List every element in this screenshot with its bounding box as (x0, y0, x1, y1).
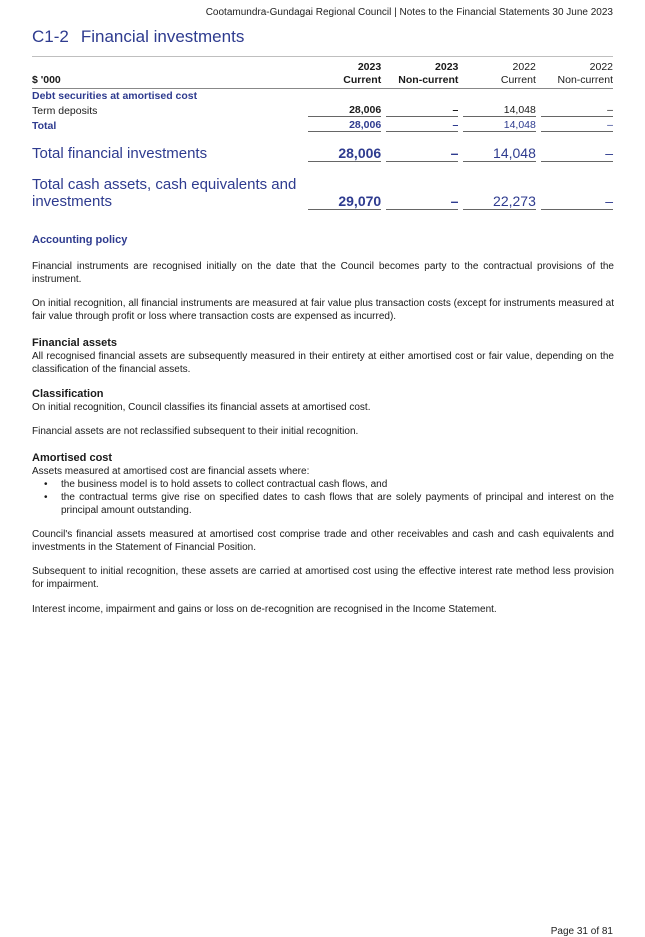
cell-value: 22,273 (463, 162, 536, 210)
table-header-years (32, 60, 613, 73)
total-cash-row (32, 162, 613, 210)
cell-value: 14,048 (463, 132, 536, 162)
classification-text: On initial recognition, Council classifies its financial assets at amortised cost. (32, 402, 371, 413)
col-header-year: 2022 (589, 61, 613, 73)
col-header-type: Current (308, 73, 381, 89)
cell-value: 28,006 (308, 132, 381, 162)
row-label: Term deposits (32, 104, 98, 117)
col-header-type: Current (463, 73, 536, 89)
financial-assets-heading: Financial assets (32, 337, 117, 349)
amortised-cost-block (32, 452, 614, 517)
policy-paragraph: Subsequent to initial recognition, these assets are carried at amortised cost using the effective interest rate method less provision for impairment. (32, 566, 614, 590)
cell-value: – (541, 162, 613, 210)
col-header-type: Non-current (386, 73, 458, 89)
amortised-cost-heading: Amortised cost (32, 452, 113, 464)
cell-value: 28,006 (308, 117, 381, 132)
title-divider (32, 56, 613, 57)
accounting-policy-heading: Accounting policy (32, 234, 128, 246)
financial-assets-text: All recognised financial assets are subsequently measured in their entirety at either amortised cost or fair value, depending on the classification of the financial assets. (32, 351, 614, 375)
row-label: Total financial investments (32, 144, 208, 162)
policy-paragraph: Financial instruments are recognised initially on the date that the Council becomes party to the contractual provisions of the instrument. (32, 261, 614, 285)
row-label-line: investments (32, 192, 113, 210)
cell-value: – (386, 132, 458, 162)
row-label: Total (32, 119, 57, 132)
page-number: Page 31 of 81 (550, 926, 613, 937)
policy-paragraph: On initial recognition, all financial instruments are measured at fair value plus transaction costs (except for instruments measured at fair value through profit or loss where transaction costs are expensed as incurred). (32, 298, 614, 322)
section-title-text: Financial investments (80, 27, 245, 46)
financial-investments-table (32, 60, 613, 210)
amortised-cost-list (32, 478, 614, 517)
cell-value: – (541, 117, 613, 132)
policy-paragraph: Interest income, impairment and gains or loss on de-recognition are recognised in the Income Statement. (32, 604, 497, 615)
unit-label: $ '000 (32, 73, 308, 89)
running-header: Cootamundra-Gundagai Regional Council | Notes to the Financial Statements 30 June 2023 (205, 7, 613, 18)
category-label: Debt securities at amortised cost (32, 90, 198, 102)
list-item: • the contractual terms give rise on specified dates to cash flows that are solely payments of principal and interest on the principal amount outstanding. (32, 491, 614, 517)
classification-heading: Classification (32, 388, 104, 400)
financial-assets-block (32, 337, 614, 376)
col-header-year: 2023 (435, 61, 459, 73)
category-row (32, 89, 613, 103)
cell-value: – (541, 132, 613, 162)
cell-value: 14,048 (463, 117, 536, 132)
col-header-year: 2022 (512, 61, 536, 73)
table-header-types (32, 73, 613, 89)
section-title (32, 27, 244, 47)
total-financial-investments-row (32, 132, 613, 162)
cell-value: – (386, 102, 458, 117)
cell-value: 28,006 (308, 102, 381, 117)
col-header-year: 2023 (357, 61, 382, 73)
cell-value: – (386, 162, 458, 210)
section-number: C1-2 (32, 27, 69, 46)
cell-value: – (386, 117, 458, 132)
cell-value: – (541, 102, 613, 117)
policy-paragraph: Council's financial assets measured at amortised cost comprise trade and other receivables and cash and cash equivalents and investments in the Statement of Financial Position. (32, 529, 614, 553)
cell-value: 29,070 (308, 162, 381, 210)
col-header-type: Non-current (541, 73, 613, 89)
classification-block (32, 388, 614, 414)
row-label (32, 162, 308, 210)
table-row-total (32, 117, 613, 132)
table-row (32, 102, 613, 117)
row-label-line: Total cash assets, cash equivalents and (32, 175, 297, 193)
amortised-cost-intro: Assets measured at amortised cost are financial assets where: (32, 466, 310, 477)
cell-value: 14,048 (463, 102, 536, 117)
list-item: • the business model is to hold assets to collect contractual cash flows, and (32, 478, 614, 491)
classification-text-2: Financial assets are not reclassified subsequent to their initial recognition. (32, 426, 359, 437)
